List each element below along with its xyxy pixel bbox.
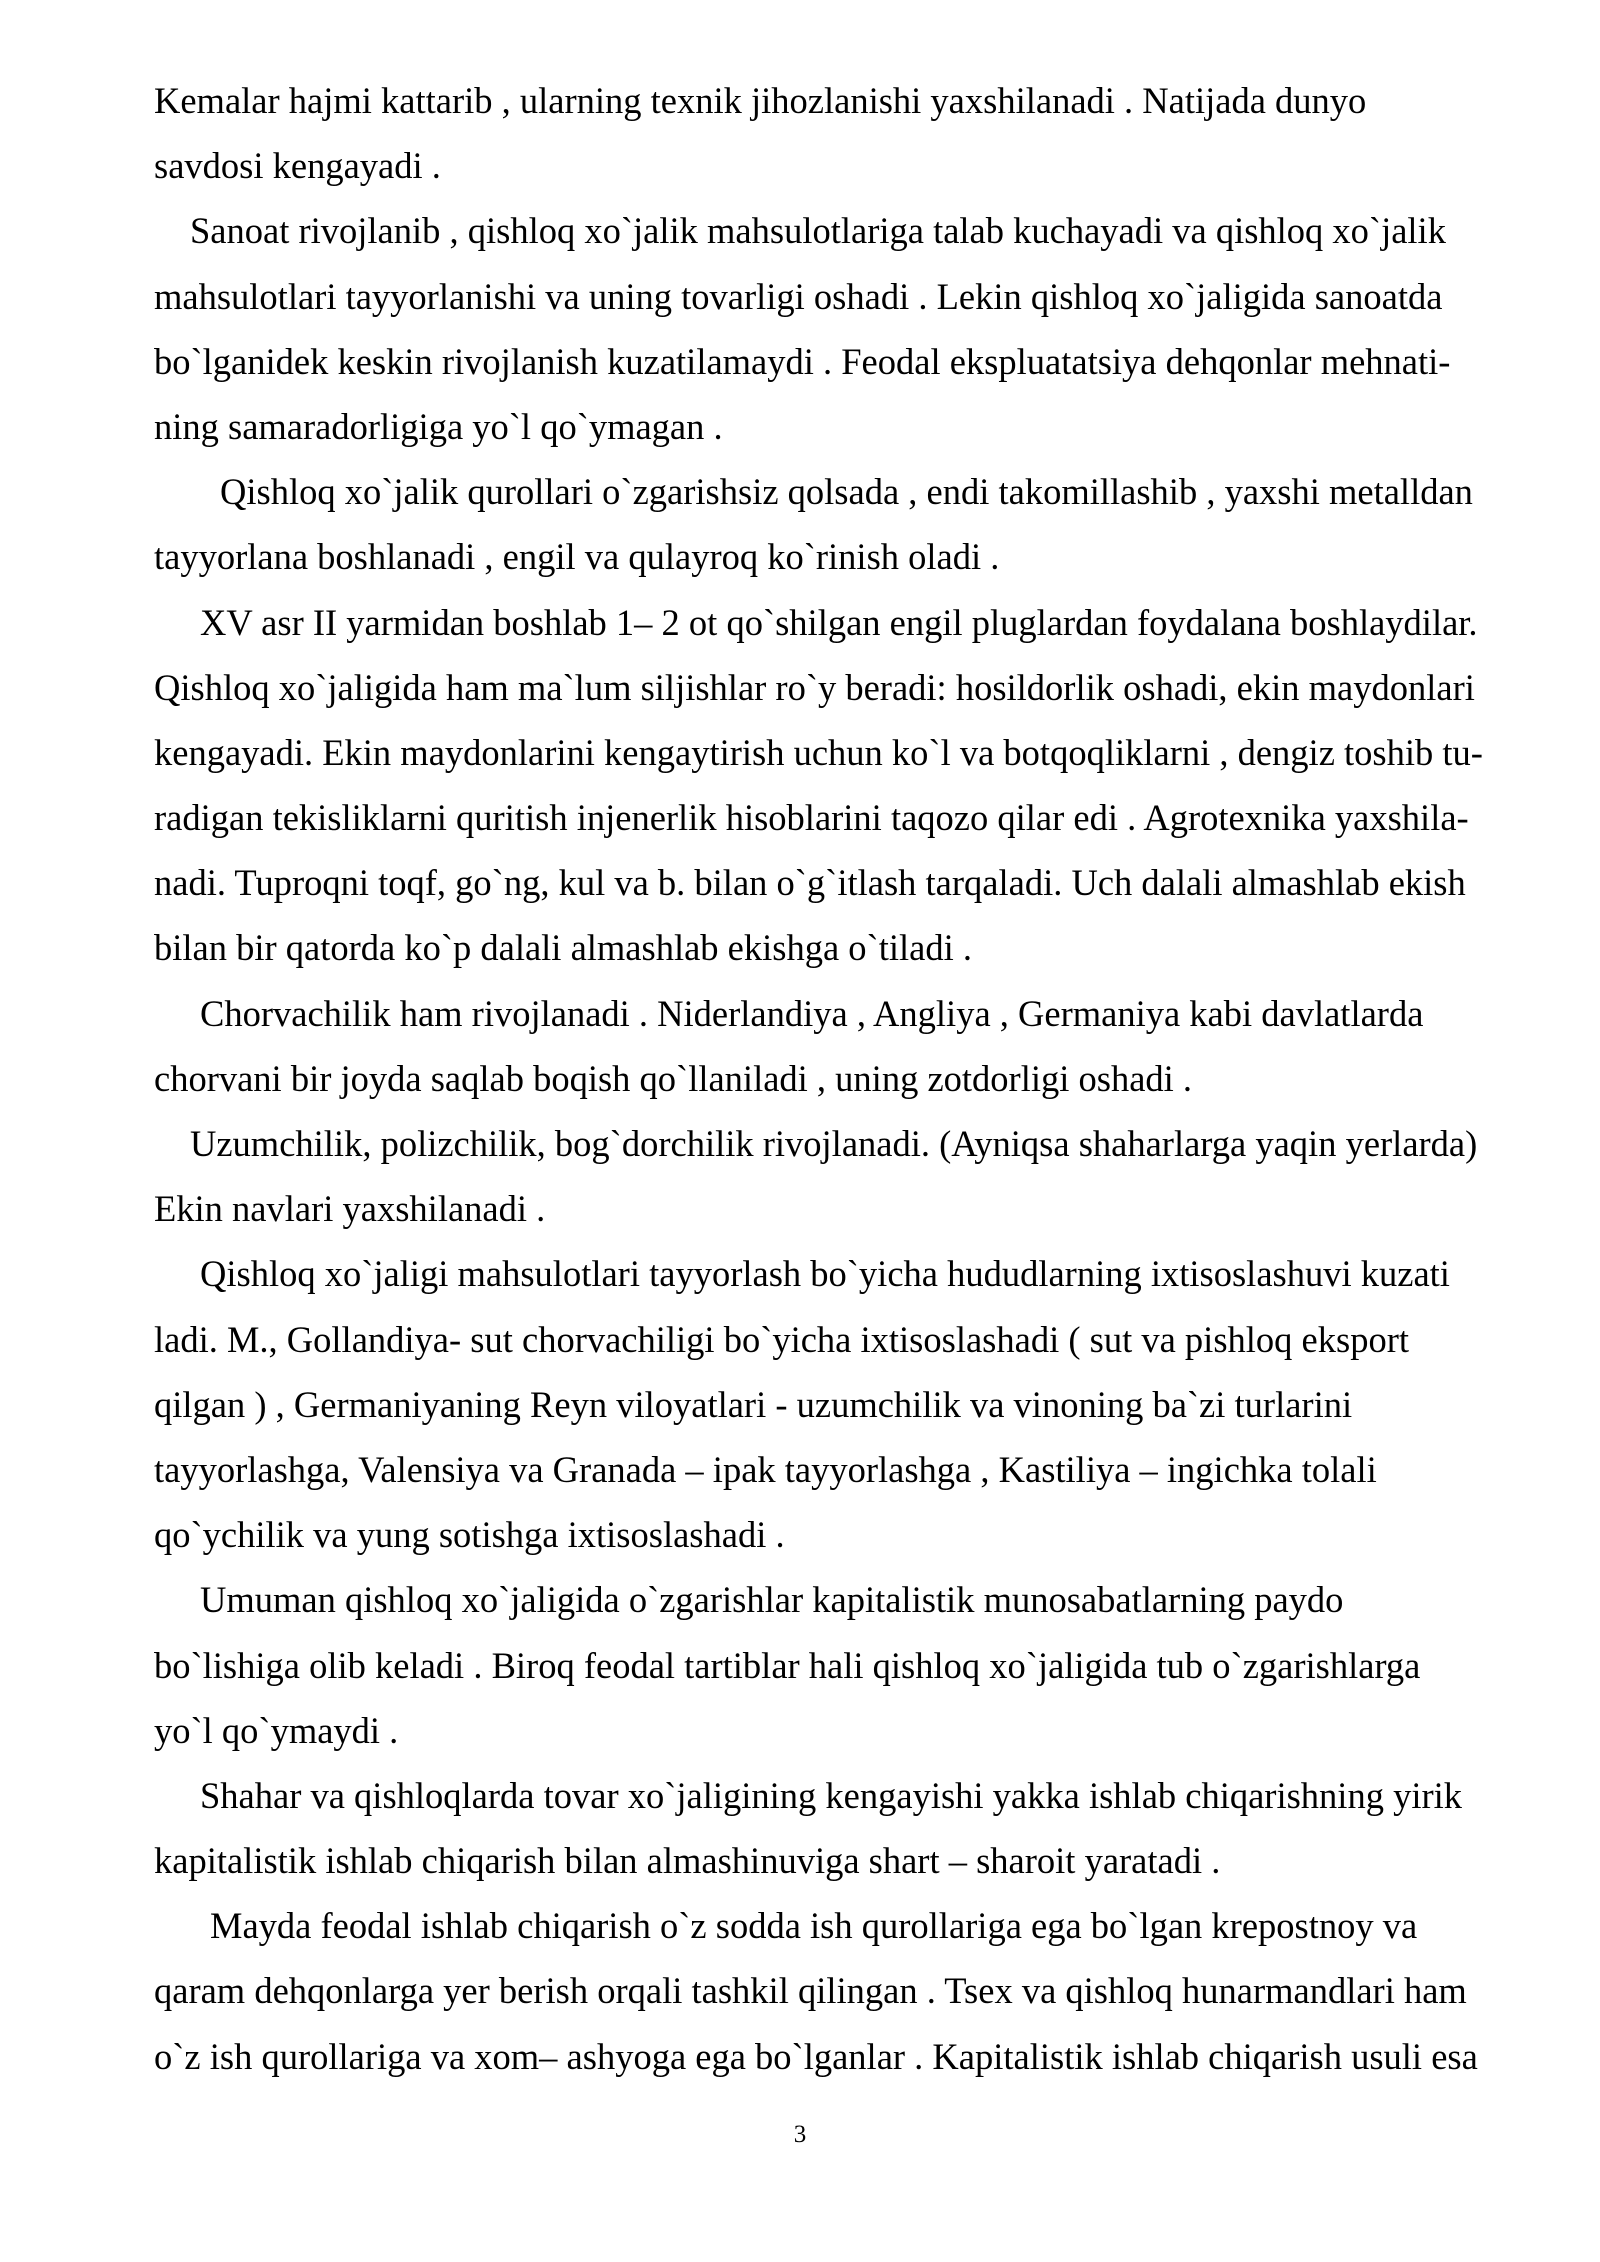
text-line: savdosi kengayadi . — [154, 145, 441, 187]
text-line: Shahar va qishloqlarda tovar xo`jaligining kengayishi yakka ishlab chiqarishning yirik — [200, 1774, 1463, 1816]
text-line: bo`lishiga olib keladi . Biroq feodal tartiblar hali qishloq xo`jaligida tub o`zgarishlarga — [154, 1644, 1421, 1686]
document-body — [154, 68, 1532, 2089]
text-line: tayyorlana boshlanadi , engil va qulayroq ko`rinish oladi . — [154, 536, 1000, 578]
text-line: Qishloq xo`jaligida ham ma`lum siljishlar ro`y beradi: hosildorlik oshadi, ekin maydonlari — [154, 666, 1475, 708]
text-lines — [154, 68, 1532, 2089]
text-line: yo`l qo`ymaydi . — [154, 1709, 399, 1751]
text-line: Kemalar hajmi kattarib , ularning texnik jihozlanishi yaxshilanadi . Natijada dunyo — [154, 80, 1367, 121]
text-line: Mayda feodal ishlab chiqarish o`z sodda ish qurollariga ega bo`lgan krepostnoy va — [210, 1905, 1418, 1947]
text-line: Ekin navlari yaxshilanadi . — [154, 1188, 546, 1230]
text-line: ning samaradorligiga yo`l qo`ymagan . — [154, 405, 723, 447]
text-line: qaram dehqonlarga yer berish orqali tashkil qilingan . Tsex va qishloq hunarmandlari ham — [154, 1970, 1467, 2012]
text-line: nadi. Tuproqni toqf, go`ng, kul va b. bilan o`g`itlash tarqaladi. Uch dalali almashlab ekish — [154, 862, 1466, 904]
text-line: kengayadi. Ekin maydonlarini kengaytirish uchun ko`l va botqoqliklarni , dengiz toshib tu- — [154, 731, 1483, 773]
text-line: qilgan ) , Germaniyaning Reyn viloyatlari - uzumchilik va vinoning ba`zi turlarini — [154, 1383, 1353, 1425]
page-number: 3 — [793, 2121, 807, 2148]
text-line: kapitalistik ishlab chiqarish bilan almashinuviga shart – sharoit yaratadi . — [154, 1840, 1221, 1882]
text-line: Sanoat rivojlanib , qishloq xo`jalik mahsulotlariga talab kuchayadi va qishloq xo`jalik — [190, 210, 1446, 252]
text-line: bo`lganidek keskin rivojlanish kuzatilamaydi . Feodal ekspluatatsiya dehqonlar mehnati- — [154, 340, 1451, 382]
text-line: ladi. M., Gollandiya- sut chorvachiligi bo`yicha ixtisoslashadi ( sut va pishloq eksport — [154, 1318, 1409, 1360]
text-line: Qishloq xo`jaligi mahsulotlari tayyorlash bo`yicha hududlarning ixtisoslashuvi kuzati — [200, 1253, 1450, 1295]
text-line: Qishloq xo`jalik qurollari o`zgarishsiz qolsada , endi takomillashib , yaxshi metalldan — [220, 471, 1473, 513]
text-line: chorvani bir joyda saqlab boqish qo`llaniladi , uning zotdorligi oshadi . — [154, 1057, 1193, 1099]
text-line: bilan bir qatorda ko`p dalali almashlab ekishga o`tiladi . — [154, 927, 972, 969]
text-line: XV asr II yarmidan boshlab 1– 2 ot qo`shilgan engil pluglardan foydalana boshlaydilar. — [200, 601, 1478, 643]
text-line: Umuman qishloq xo`jaligida o`zgarishlar kapitalistik munosabatlarning paydo — [200, 1579, 1344, 1621]
text-line: tayyorlashga, Valensiya va Granada – ipak tayyorlashga , Kastiliya – ingichka tolali — [154, 1448, 1377, 1490]
text-line: Chorvachilik ham rivojlanadi . Niderlandiya , Angliya , Germaniya kabi davlatlarda — [200, 992, 1424, 1034]
text-line: o`z ish qurollariga va xom– ashyoga ega bo`lganlar . Kapitalistik ishlab chiqarish usuli esa — [154, 2035, 1478, 2077]
text-line: qo`ychilik va yung sotishga ixtisoslashadi . — [154, 1514, 785, 1556]
text-line: radigan tekisliklarni quritish injenerlik hisoblarini taqozo qilar edi . Agrotexnika yaxshila- — [154, 797, 1469, 839]
text-line: mahsulotlari tayyorlanishi va uning tovarligi oshadi . Lekin qishloq xo`jaligida sanoatda — [154, 275, 1443, 317]
text-line: Uzumchilik, polizchilik, bog`dorchilik rivojlanadi. (Ayniqsa shaharlarga yaqin yerlarda) — [190, 1123, 1478, 1164]
